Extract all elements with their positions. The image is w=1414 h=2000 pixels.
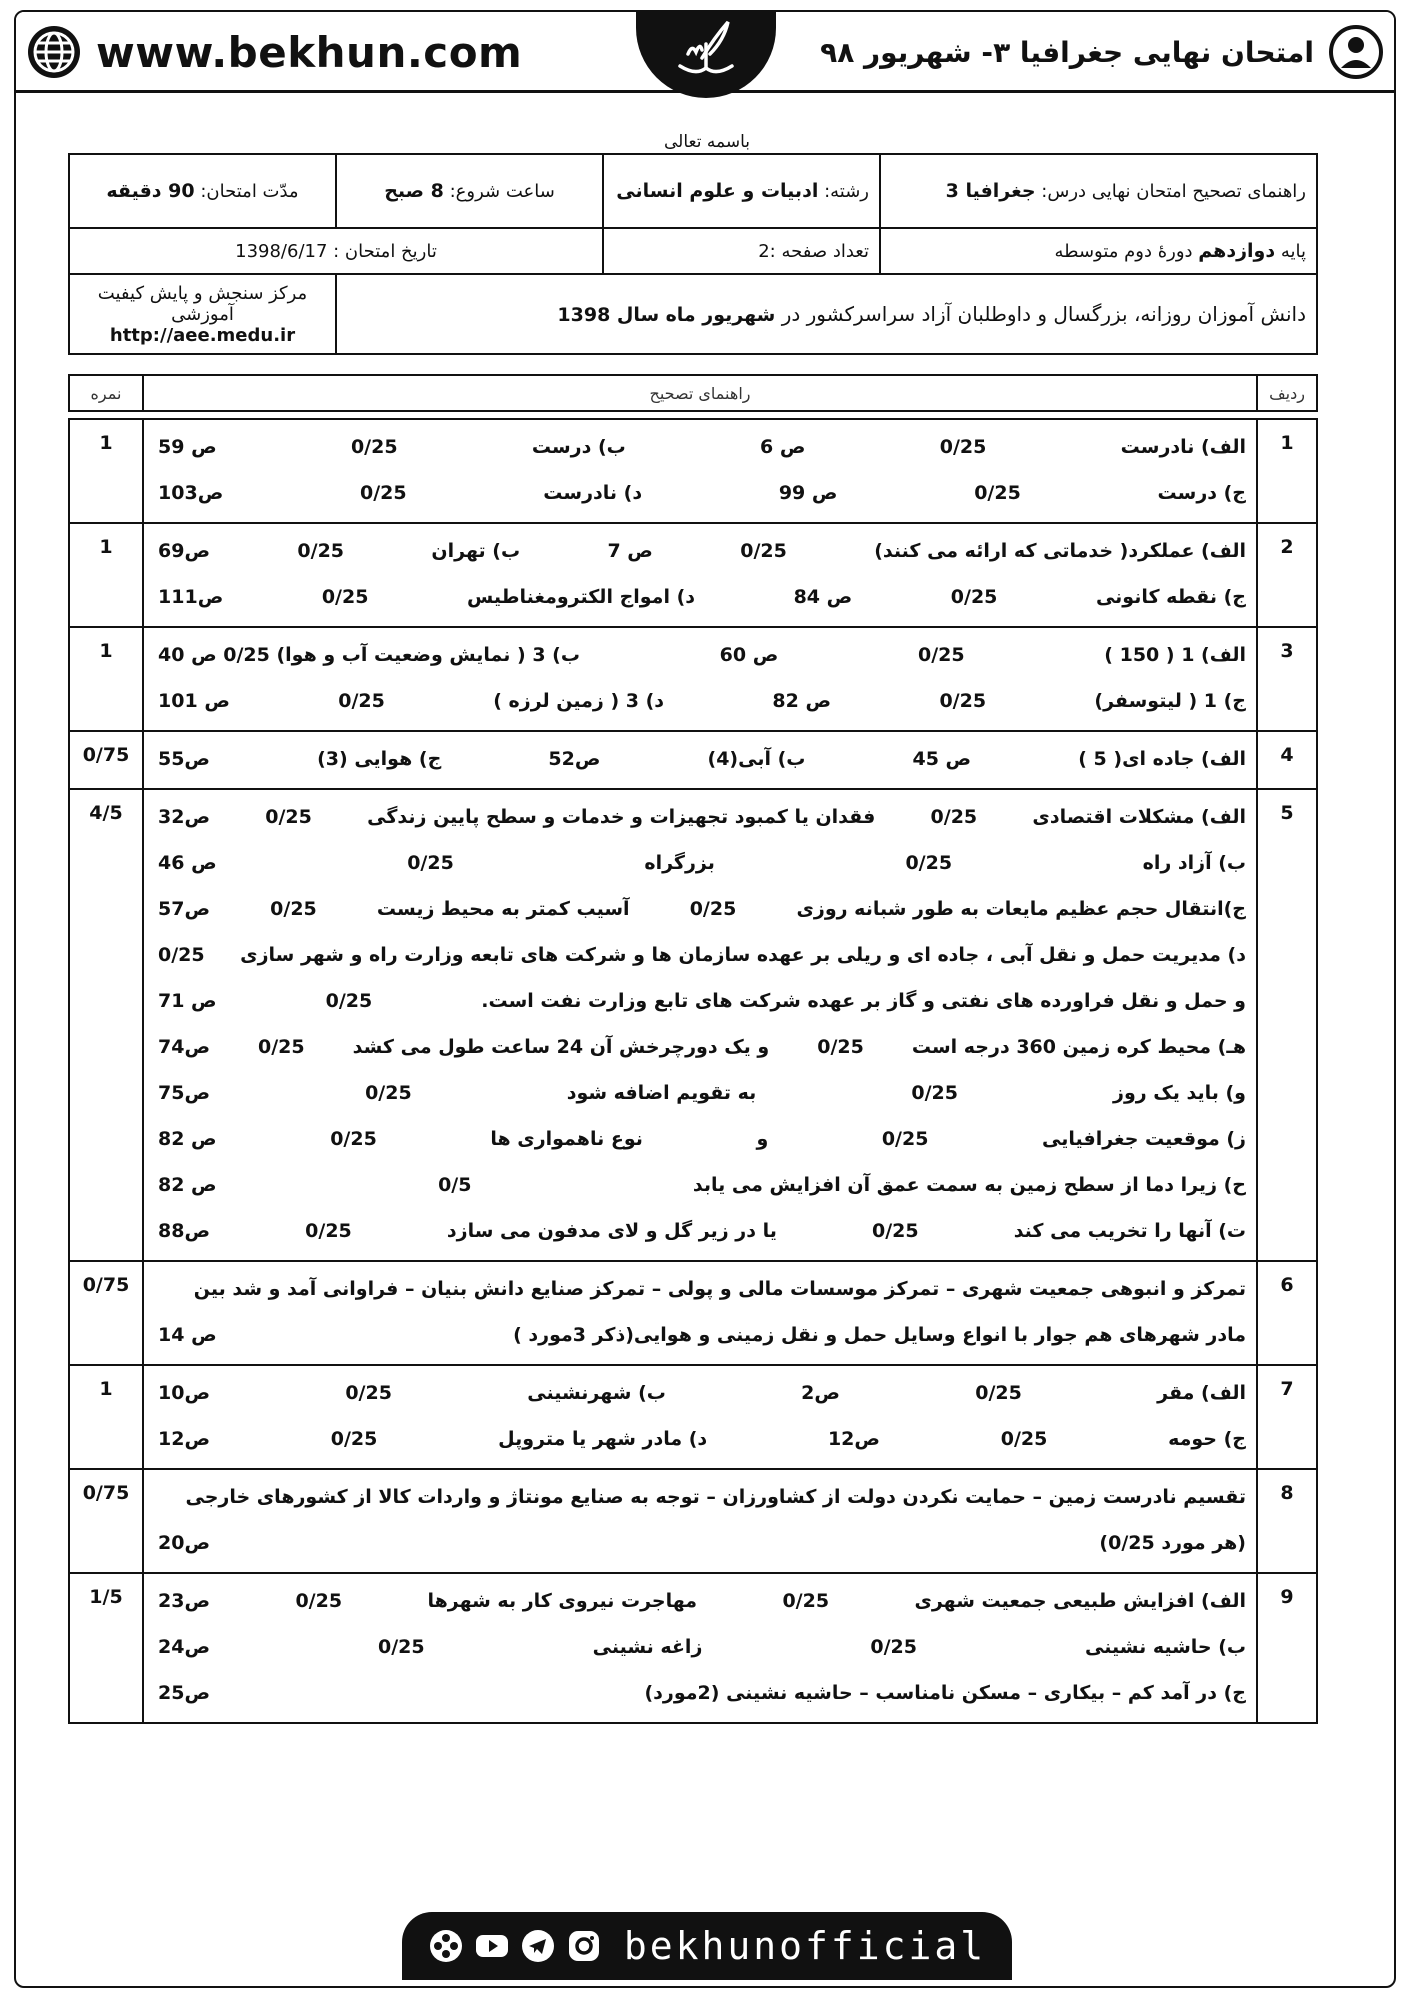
- answer-segment: ص25: [158, 1682, 211, 1704]
- answer-segment: 0/25: [378, 1636, 425, 1658]
- answer-line: [158, 1312, 1246, 1358]
- grade-cell: [880, 228, 1317, 274]
- audience-text: دانش آموزان روزانه، بزرگسال و داوطلبان آزاد سراسرکشور در: [781, 302, 1306, 326]
- answer-segment: 0/25: [740, 540, 787, 562]
- center-name: مرکز سنجش و پایش کیفیت آموزشی: [97, 282, 308, 325]
- answer-segment: 0/25: [974, 482, 1021, 504]
- answer-segment: 0/25: [305, 1220, 352, 1242]
- answer-segment: ص23: [158, 1590, 211, 1612]
- answer-segment: 0/25: [158, 944, 205, 966]
- answer-cell: [143, 1573, 1257, 1723]
- answer-line: [158, 932, 1246, 978]
- answer-segment: 0/25: [939, 436, 987, 458]
- quill-book-icon: [666, 14, 746, 90]
- start-value: 8 صبح: [384, 180, 444, 202]
- answer-segment: 0/25: [975, 1382, 1022, 1404]
- answer-line: [158, 1024, 1246, 1070]
- row-score: 1: [69, 627, 143, 731]
- exam-title: [820, 24, 1384, 80]
- answer-segment: ص74: [158, 1036, 211, 1058]
- answer-row: [69, 419, 1317, 523]
- answer-segment: 0/25: [930, 806, 978, 828]
- answer-segment: 0/25: [905, 852, 953, 874]
- answer-segment: 0/25: [345, 1382, 392, 1404]
- course-cell: [880, 154, 1317, 228]
- answer-segment: الف) مقر: [1157, 1382, 1246, 1404]
- answer-cell: [143, 627, 1257, 731]
- answer-segment: ب) شهرنشینی: [527, 1382, 666, 1404]
- answer-segment: الف) عملکرد( خدماتی که ارائه می کنند): [874, 540, 1246, 562]
- answer-segment: و) باید یک روز: [1113, 1082, 1246, 1104]
- answer-segment: 0/25: [350, 436, 398, 458]
- answer-segment: ج) هوایی (3): [317, 748, 442, 770]
- answer-segment: ص12: [157, 1428, 210, 1450]
- answer-segment: الف) مشکلات اقتصادی: [1032, 806, 1246, 828]
- answer-segment: ج) درست: [1157, 482, 1246, 504]
- answer-segment: به تقویم اضافه شود: [566, 1082, 757, 1104]
- answer-segment: د) مادر شهر یا متروپل: [498, 1428, 708, 1450]
- answer-segment: ص20: [158, 1532, 211, 1554]
- answer-line: [158, 1116, 1246, 1162]
- answer-segment: ب) حاشیه نشینی: [1085, 1636, 1246, 1658]
- field-value: ادبیات و علوم انسانی: [616, 180, 819, 202]
- row-number: 8: [1257, 1469, 1317, 1573]
- answer-segment: 0/25: [407, 852, 454, 874]
- answer-segment: 0/25: [330, 1128, 377, 1150]
- grade-label: پایه: [1280, 241, 1306, 262]
- answer-segment: 0/25: [359, 482, 407, 504]
- answer-segment: ب) درست: [531, 436, 626, 458]
- top-bar: [16, 12, 1394, 93]
- answer-segment: نوع ناهمواری ها: [490, 1128, 643, 1150]
- audience-month: شهریور ماه: [665, 304, 776, 326]
- answer-line: [158, 1670, 1246, 1716]
- answer-segment: فقدان یا کمبود تجهیزات و خدمات و سطح پایین زندگی: [367, 806, 876, 828]
- row-number: 1: [1257, 419, 1317, 523]
- exam-info-table: [68, 153, 1318, 355]
- answer-segment: تقسیم نادرست زمین – حمایت نکردن دولت از کشاورزان – توجه به صنایع مونتاژ و واردات کالا از کشورهای خارجی: [185, 1486, 1246, 1508]
- answer-segment: و حمل و نقل فراورده های نفتی و گاز بر عهده شرکت های تابع وزارت نفت است.: [481, 990, 1246, 1012]
- answer-segment: ج) حومه: [1168, 1428, 1246, 1450]
- pages-value: تعداد صفحه :2: [758, 240, 869, 262]
- user-icon[interactable]: [1328, 24, 1384, 80]
- field-label: رشته:: [824, 181, 869, 202]
- answer-segment: 0/25: [258, 1036, 305, 1058]
- answer-segment: ص 7: [607, 540, 653, 562]
- answer-row: [69, 1365, 1317, 1469]
- answer-row: [69, 731, 1317, 789]
- row-number: 2: [1257, 523, 1317, 627]
- answer-segment: ب) تهران: [431, 540, 521, 562]
- answer-segment: الف) نادرست: [1120, 436, 1246, 458]
- answer-segment: ب) 3 ( نمایش وضعیت آب و هوا) 0/25 ص 40: [158, 644, 580, 666]
- answer-segment: 0/5: [438, 1174, 472, 1196]
- answer-segment: د) نادرست: [543, 482, 643, 504]
- answer-segment: ص 99: [778, 482, 838, 504]
- answer-segment: 0/25: [338, 690, 385, 712]
- answer-segment: بزرگراه: [644, 852, 715, 874]
- answer-segment: ص 45: [912, 748, 972, 770]
- answer-line: [158, 678, 1246, 724]
- answer-segment: ص32: [157, 806, 210, 828]
- answer-segment: 0/25: [782, 1590, 830, 1612]
- answer-line: [158, 1578, 1246, 1624]
- site-link[interactable]: [26, 22, 522, 82]
- answer-segment: ص103: [158, 482, 224, 504]
- answer-row: [69, 627, 1317, 731]
- answer-segment: ص12: [827, 1428, 880, 1450]
- answer-line: [158, 978, 1246, 1024]
- answer-segment: ز) موقعیت جغرافیایی: [1042, 1128, 1246, 1150]
- answer-segment: ص 6: [760, 436, 806, 458]
- answer-line: [158, 840, 1246, 886]
- audience-cell: [336, 274, 1317, 354]
- answer-line: [158, 1474, 1246, 1520]
- answer-segment: ص 14: [158, 1324, 217, 1346]
- answer-line: [158, 1624, 1246, 1670]
- answer-segment: الف) 1 ( 150 ): [1104, 644, 1246, 666]
- aparat-icon[interactable]: [428, 1928, 464, 1964]
- answer-line: [158, 886, 1246, 932]
- answer-cell: [143, 419, 1257, 523]
- answer-segment: 0/25: [1000, 1428, 1048, 1450]
- answer-segment: ج) 1 ( لیتوسفر): [1094, 690, 1246, 712]
- answer-segment: ب) آبی(4): [707, 748, 806, 770]
- answer-segment: 0/25: [325, 990, 373, 1012]
- center-url[interactable]: http://aee.medu.ir: [109, 324, 296, 346]
- answer-segment: ج) نقطه کانونی: [1095, 586, 1246, 608]
- row-score: 0/75: [69, 731, 143, 789]
- answer-segment: ص24: [157, 1636, 210, 1658]
- answer-segment: 0/25: [330, 1428, 378, 1450]
- row-score: 4/5: [69, 789, 143, 1261]
- answer-cell: [143, 789, 1257, 1261]
- answer-segment: تمرکز و انبوهی جمعیت شهری – تمرکز موسسات مالی و پولی – تمرکز صنایع دانش بنیان – فراوانی آمد و شد بین: [193, 1278, 1246, 1300]
- answer-line: [158, 424, 1246, 470]
- row-number: 9: [1257, 1573, 1317, 1723]
- pages-cell: [603, 228, 880, 274]
- start-label: ساعت شروع:: [449, 181, 555, 202]
- bekhun-logo: [636, 10, 776, 98]
- answer-segment: ص111: [158, 586, 224, 608]
- social-footer: [402, 1912, 1012, 1980]
- answer-segment: ص 82: [157, 1174, 217, 1196]
- row-number: 6: [1257, 1261, 1317, 1365]
- instagram-icon[interactable]: [566, 1928, 602, 1964]
- answer-line: [158, 1370, 1246, 1416]
- row-number: 7: [1257, 1365, 1317, 1469]
- col-guide: راهنمای تصحیح: [143, 375, 1257, 411]
- col-score: نمره: [69, 375, 143, 411]
- duration-value: 90 دقیقه: [106, 180, 195, 202]
- besmellah: باسمه تعالی: [664, 132, 750, 152]
- answer-segment: 0/25: [939, 690, 987, 712]
- course-name: جغرافیا 3: [945, 180, 1036, 202]
- answer-segment: ص 46: [158, 852, 217, 874]
- guide-label: راهنمای تصحیح امتحان نهایی درس:: [1041, 181, 1306, 202]
- date-cell: [69, 228, 603, 274]
- answer-line: [158, 1208, 1246, 1254]
- answer-segment: ص 60: [719, 644, 779, 666]
- answer-segment: مادر شهرهای هم جوار با انواع وسایل حمل و نقل زمینی و هوایی(ذکر 3مورد ): [513, 1324, 1246, 1346]
- telegram-icon[interactable]: [520, 1928, 556, 1964]
- answer-line: [158, 1266, 1246, 1312]
- date-value: تاریخ امتحان : 1398/6/17: [235, 240, 437, 262]
- answer-cell: [143, 1469, 1257, 1573]
- row-score: 1: [69, 523, 143, 627]
- answer-segment: ص75: [158, 1082, 211, 1104]
- answer-segment: الف) جاده ای( 5 ): [1078, 748, 1246, 770]
- answer-segment: 0/25: [295, 1590, 343, 1612]
- field-cell: [603, 154, 880, 228]
- grade-value: دوازدهم: [1198, 240, 1276, 262]
- answer-cell: [143, 1365, 1257, 1469]
- answer-segment: آسیب کمتر به محیط زیست: [376, 898, 630, 920]
- answer-segment: ص 101: [158, 690, 230, 712]
- answer-segment: 0/25: [270, 898, 317, 920]
- answer-line: [158, 1070, 1246, 1116]
- answer-row: [69, 1573, 1317, 1723]
- social-handle[interactable]: bekhunofficial: [623, 1924, 987, 1968]
- answer-segment: ص88: [158, 1220, 211, 1242]
- answer-line: [158, 528, 1246, 574]
- duration-cell: [69, 154, 336, 228]
- answer-table: [68, 418, 1318, 1724]
- answer-cell: [143, 731, 1257, 789]
- answer-line: [158, 794, 1246, 840]
- answer-segment: ص2: [801, 1382, 840, 1404]
- row-score: 1: [69, 419, 143, 523]
- row-score: 0/75: [69, 1261, 143, 1365]
- answer-segment: ص 82: [772, 690, 832, 712]
- answer-line: [158, 1416, 1246, 1462]
- answer-segment: ص 59: [158, 436, 217, 458]
- answer-segment: ص55: [157, 748, 210, 770]
- answer-row: [69, 1261, 1317, 1365]
- answer-segment: ص 82: [157, 1128, 217, 1150]
- answer-segment: ص57: [157, 898, 210, 920]
- answer-line: [158, 574, 1246, 620]
- answer-line: [158, 736, 1246, 782]
- answer-segment: زاغه نشینی: [592, 1636, 703, 1658]
- answer-segment: ب) آزاد راه: [1142, 852, 1246, 874]
- answer-line: [158, 632, 1246, 678]
- answer-segment: 0/25: [870, 1636, 917, 1658]
- answer-segment: 0/25: [881, 1128, 929, 1150]
- row-score: 1: [69, 1365, 143, 1469]
- exam-title-text: امتحان نهایی جغرافیا ۳- شهریور ۹۸: [820, 35, 1314, 69]
- answer-segment: یا در زیر گل و لای مدفون می سازد: [446, 1220, 777, 1242]
- answer-segment: 0/25: [689, 898, 737, 920]
- answer-line: [158, 1162, 1246, 1208]
- answer-segment: ص52: [548, 748, 601, 770]
- answer-segment: 0/25: [871, 1220, 919, 1242]
- answer-segment: ح) زیرا دما از سطح زمین به سمت عمق آن افزایش می یابد: [692, 1174, 1246, 1196]
- duration-label: مدّت امتحان:: [200, 181, 299, 202]
- grade-rest: دورۀ دوم متوسطه: [1054, 241, 1193, 262]
- row-number: 3: [1257, 627, 1317, 731]
- answer-row: [69, 1469, 1317, 1573]
- answer-segment: الف) افزایش طبیعی جمعیت شهری: [914, 1590, 1246, 1612]
- answer-segment: د) مدیریت حمل و نقل آبی ، جاده ای و ریلی بر عهده سازمان ها و شرکت های تابعه وزارت راه و شهر سازی: [240, 944, 1246, 966]
- answer-segment: ص69: [158, 540, 211, 562]
- answer-segment: ج)انتقال حجم عظیم مایعات به طور شبانه روزی: [796, 898, 1246, 920]
- row-score: 1/5: [69, 1573, 143, 1723]
- answer-row: [69, 789, 1317, 1261]
- answer-segment: ت) آنها را تخریب می کند: [1013, 1220, 1246, 1242]
- answer-segment: ج) در آمد کم – بیکاری – مسکن نامناسب – حاشیه نشینی (2مورد): [644, 1682, 1246, 1704]
- answer-table-header: [68, 374, 1318, 412]
- col-row: ردیف: [1257, 375, 1317, 411]
- answer-segment: 0/25: [817, 1036, 864, 1058]
- answer-segment: مهاجرت نیروی کار به شهرها: [427, 1590, 698, 1612]
- answer-segment: و یک دورچرخش آن 24 ساعت طول می کشد: [352, 1036, 770, 1058]
- answer-segment: 0/25: [917, 644, 965, 666]
- answer-segment: ص 84: [793, 586, 853, 608]
- answer-segment: 0/25: [297, 540, 345, 562]
- youtube-icon[interactable]: [474, 1928, 510, 1964]
- answer-line: [158, 470, 1246, 516]
- answer-segment: 0/25: [950, 586, 998, 608]
- answer-segment: هـ) محیط کره زمین 360 درجه است: [911, 1036, 1246, 1058]
- answer-segment: د) امواج الکترومغناطیس: [466, 586, 696, 608]
- answer-row: [69, 523, 1317, 627]
- center-cell: [69, 274, 336, 354]
- start-time-cell: [336, 154, 603, 228]
- answer-segment: 0/25: [911, 1082, 958, 1104]
- globe-icon: [26, 24, 82, 80]
- row-number: 4: [1257, 731, 1317, 789]
- answer-line: [158, 1520, 1246, 1566]
- answer-segment: 0/25: [321, 586, 369, 608]
- answer-cell: [143, 1261, 1257, 1365]
- answer-segment: و: [756, 1128, 769, 1150]
- answer-segment: (هر مورد 0/25): [1099, 1532, 1246, 1554]
- site-url: www.bekhun.com: [96, 27, 523, 77]
- answer-segment: ص10: [158, 1382, 211, 1404]
- answer-segment: د) 3 ( زمین لرزه ): [493, 690, 665, 712]
- answer-segment: 0/25: [365, 1082, 412, 1104]
- row-number: 5: [1257, 789, 1317, 1261]
- row-score: 0/75: [69, 1469, 143, 1573]
- answer-segment: ص 71: [157, 990, 217, 1012]
- answer-cell: [143, 523, 1257, 627]
- answer-segment: 0/25: [265, 806, 312, 828]
- audience-year: سال 1398: [557, 304, 660, 326]
